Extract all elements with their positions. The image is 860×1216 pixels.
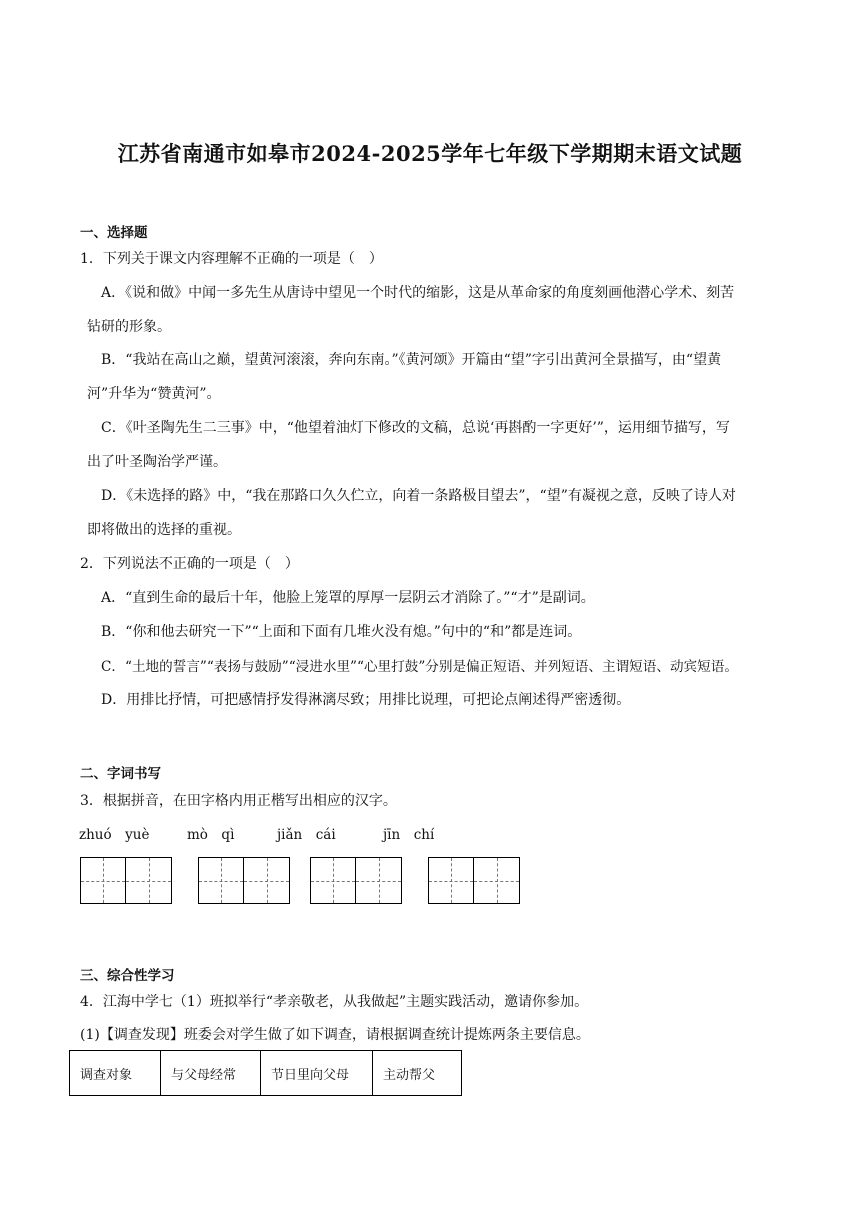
question-1-option-d-cont: 即将做出的选择的重视。: [87, 522, 241, 538]
tianzige-cell[interactable]: [199, 858, 244, 903]
tianzige-cell[interactable]: [311, 858, 356, 903]
tianzige-box[interactable]: [428, 857, 520, 904]
pinyin-label: jīn chí: [383, 827, 435, 843]
question-4-sub-1: (1)【调查发现】班委会对学生做了如下调查，请根据调查统计提炼两条主要信息。: [80, 1027, 590, 1043]
question-1-stem: 1．下列关于课文内容理解不正确的一项是（ ）: [80, 251, 383, 267]
question-2-option-c: C．“土地的誓言”“表扬与鼓励”“浸进水里”“心里打鼓”分别是偏正短语、并列短语、主谓短语、动宾短语。: [101, 659, 738, 675]
tianzige-cell[interactable]: [474, 858, 519, 903]
pinyin-label: mò qì: [187, 827, 235, 843]
section-heading-writing: 二、字词书写: [80, 766, 161, 782]
question-2-option-b: B．“你和他去研究一下”“上面和下面有几堆火没有熄。”句中的“和”都是连词。: [101, 624, 582, 640]
question-1-option-b: B．“我站在高山之巅，望黄河滚滚，奔向东南。”《黄河颂》开篇由“望”字引出黄河全景描写，由“望黄: [101, 352, 722, 368]
section-heading-choice: 一、选择题: [80, 225, 148, 241]
question-1-option-c: C．《叶圣陶先生二三事》中，“他望着油灯下修改的文稿，总说‘再斟酌一字更好’”，运用细节描写，写: [101, 420, 730, 436]
question-4-stem: 4．江海中学七（1）班拟举行“孝亲敬老，从我做起”主题实践活动，邀请你参加。: [80, 994, 589, 1010]
question-1-option-a: A．《说和做》中闻一多先生从唐诗中望见一个时代的缩影，这是从革命家的角度刻画他潜心学术、刻苦: [101, 285, 735, 301]
question-1-option-b-cont: 河”升华为“赞黄河”。: [87, 386, 221, 402]
question-1-option-a-cont: 钻研的形象。: [87, 319, 171, 335]
question-3-stem: 3．根据拼音，在田字格内用正楷写出相应的汉字。: [80, 793, 397, 809]
section-heading-comprehensive: 三、综合性学习: [80, 968, 175, 984]
tianzige-cell[interactable]: [126, 858, 171, 903]
tianzige-cell[interactable]: [429, 858, 474, 903]
tianzige-box[interactable]: [80, 857, 172, 904]
table-row: [70, 1051, 462, 1096]
tianzige-cell[interactable]: [356, 858, 401, 903]
tianzige-box[interactable]: [198, 857, 290, 904]
question-2-stem: 2．下列说法不正确的一项是（ ）: [80, 556, 299, 572]
page-title: 江苏省南通市如皋市2024-2025学年七年级下学期期末语文试题: [117, 141, 743, 166]
table-header-cell: 节日里向父母: [261, 1051, 373, 1096]
question-1-option-d: D．《未选择的路》中，“我在那路口久久伫立，向着一条路极目望去”，“望”有凝视之意，反映了诗人对: [101, 488, 736, 504]
question-1-option-c-cont: 出了叶圣陶治学严谨。: [87, 454, 227, 470]
tianzige-cell[interactable]: [81, 858, 126, 903]
tianzige-cell[interactable]: [244, 858, 289, 903]
question-2-option-a: A．“直到生命的最后十年，他脸上笼罩的厚厚一层阴云才消除了。”“才”是副词。: [101, 590, 595, 606]
table-header-cell: 主动帮父: [373, 1051, 462, 1096]
question-2-option-d: D．用排比抒情，可把感情抒发得淋漓尽致；用排比说理，可把论点阐述得严密透彻。: [101, 692, 631, 708]
pinyin-label: jiǎn cái: [277, 827, 336, 843]
tianzige-box[interactable]: [310, 857, 402, 904]
table-header-cell: 与父母经常: [161, 1051, 261, 1096]
survey-table: [69, 1050, 462, 1096]
pinyin-label: zhuó yuè: [79, 827, 150, 843]
table-header-cell: 调查对象: [70, 1051, 161, 1096]
